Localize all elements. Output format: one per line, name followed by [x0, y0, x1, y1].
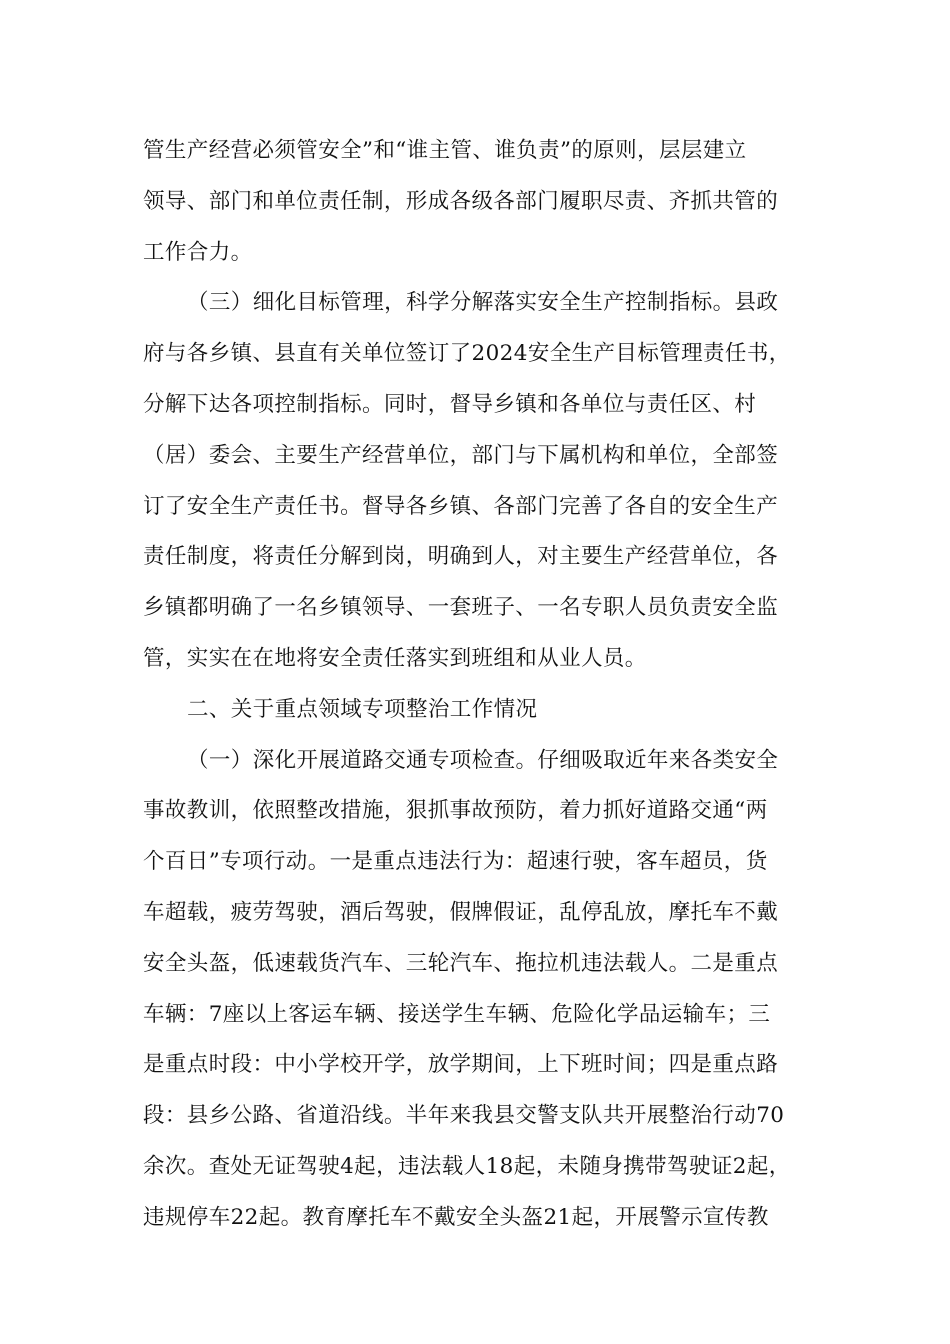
text-line: 工作合力。: [143, 239, 253, 265]
text-line: 管，实实在在地将安全责任落实到班组和从业人员。: [143, 645, 647, 671]
text-line: 乡镇都明确了一名乡镇领导、一套班子、一名专职人员负责安全监: [143, 595, 779, 621]
section-heading-line: （一）深化开展道路交通专项检查。仔细吸取近年来各类安全: [187, 747, 779, 773]
section-heading-line: （三）细化目标管理，科学分解落实安全生产控制指标。县政: [187, 290, 779, 316]
text-line: 车超载，疲劳驾驶，酒后驾驶，假牌假证，乱停乱放，摩托车不戴: [143, 899, 779, 925]
chapter-heading: 二、关于重点领域专项整治工作情况: [187, 696, 538, 722]
text-line: （居）委会、主要生产经营单位，部门与下属机构和单位，全部签: [143, 442, 779, 468]
text-line: 责任制度，将责任分解到岗，明确到人，对主要生产经营单位，各: [143, 544, 779, 570]
document-body: [143, 126, 825, 1244]
text-line: 事故教训，依照整改措施，狠抓事故预防，着力抓好道路交通“两: [143, 798, 768, 824]
text-line: 管生产经营必须管安全”和“谁主管、谁负责”的原则，层层建立: [143, 138, 747, 163]
text-line: 个百日”专项行动。一是重点违法行为：超速行驶，客车超员，货: [143, 849, 768, 875]
text-line: 安全头盔，低速载货汽车、三轮汽车、拖拉机违法载人。二是重点: [143, 950, 779, 976]
text-line: 府与各乡镇、县直有关单位签订了2024安全生产目标管理责任书，: [143, 341, 791, 367]
text-line: 段：县乡公路、省道沿线。半年来我县交警支队共开展整治行动70: [143, 1103, 785, 1129]
text-line: 余次。查处无证驾驶4起，违法载人18起，未随身携带驾驶证2起，: [143, 1153, 791, 1179]
text-line: 车辆：7座以上客运车辆、接送学生车辆、危险化学品运输车；三: [143, 1001, 771, 1027]
text-line: 分解下达各项控制指标。同时，督导乡镇和各单位与责任区、村: [143, 391, 757, 417]
text-line: 领导、部门和单位责任制，形成各级各部门履职尽责、齐抓共管的: [143, 188, 779, 214]
text-line: 是重点时段：中小学校开学，放学期间，上下班时间；四是重点路: [143, 1052, 779, 1078]
text-line: 违规停车22起。教育摩托车不戴安全头盔21起，开展警示宣传教: [143, 1204, 769, 1230]
text-line: 订了安全生产责任书。督导各乡镇、各部门完善了各自的安全生产: [143, 493, 779, 519]
